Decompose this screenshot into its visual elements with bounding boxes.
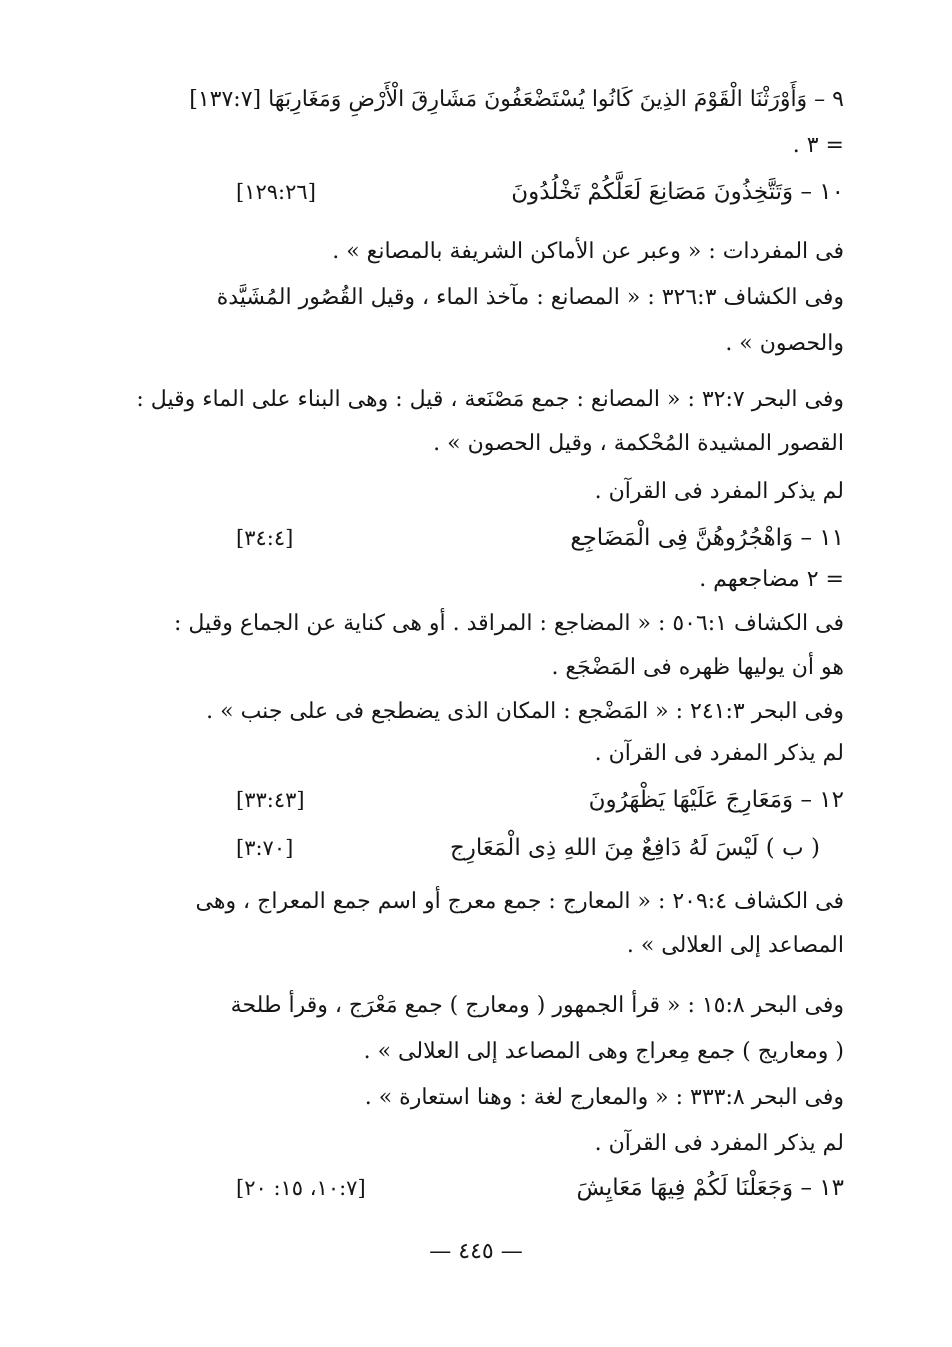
- commentary-line: [118, 732, 844, 776]
- bahr-note-cont: ( ومعاريج ) جمع مِعراج وهى المصاعد إلى العلالى » .: [363, 1039, 844, 1064]
- verse-12b-text: ( ب ) لَيْسَ لَهُ دَافِعٌ مِنَ اللهِ ذِى الْمَعَارِج: [449, 835, 820, 861]
- commentary-line: [118, 230, 844, 274]
- commentary-line: [118, 924, 844, 968]
- verse-11-line: [118, 516, 844, 560]
- verse-11-text: ١١ – وَاهْجُرُوهُنَّ فِى الْمَضَاجِع: [570, 525, 844, 551]
- kashshaf-note-cont: المصاعد إلى العلالى » .: [626, 933, 844, 958]
- singular-note: لم يذكر المفرد فى القرآن .: [594, 1131, 844, 1156]
- verse-10-line: [118, 170, 844, 214]
- verse-12b-line: [118, 826, 820, 870]
- commentary-line: [118, 984, 844, 1028]
- kashshaf-note: وفى الكشاف ٣٢٦:٣ : « المصانع : مآخذ الماء ، وقيل القُصُور المُشَيَّدة: [216, 285, 844, 310]
- commentary-line: [118, 602, 844, 646]
- commentary-line: [118, 880, 844, 924]
- verse-13-text: ١٣ – وَجَعَلْنَا لَكُمْ فِيهَا مَعَايِشَ: [576, 1175, 844, 1201]
- commentary-line: [118, 322, 844, 366]
- commentary-line: [118, 276, 844, 320]
- kashshaf-note-cont: هو أن يوليها ظهره فى المَضْجَع .: [551, 655, 844, 680]
- verse-11-count-line: [118, 558, 844, 602]
- verse-13-line: [118, 1166, 844, 1210]
- verse-12-line: [118, 778, 844, 822]
- bahr-note: وفى البحر ٣٢:٧ : « المصانع : جمع مَصْنَعة ، قيل : وهى البناء على الماء وقيل :: [136, 387, 844, 412]
- occurrence-count: = ٢ مضاجعهم .: [699, 567, 844, 592]
- verse-12b-ref: [٣:٧٠]: [236, 836, 294, 860]
- verse-10-text: ١٠ – وَتَتَّخِذُونَ مَصَانِعَ لَعَلَّكُمْ تَخْلُدُونَ: [511, 179, 844, 205]
- commentary-line: [118, 1122, 844, 1166]
- occurrence-count: = ٣ .: [792, 133, 844, 158]
- verse-9-text: ٩ – وَأَوْرَثْنَا الْقَوْمَ الذِينَ كَانُوا يُسْتَضْعَفُونَ مَشَارِقَ الْأَرْضِ وَمَغَارِبَهَا [١٣٧:٧]: [189, 87, 844, 112]
- verse-12-text: ١٢ – وَمَعَارِجَ عَلَيْهَا يَظْهَرُونَ: [588, 787, 844, 813]
- commentary-line: [118, 470, 844, 514]
- kashshaf-note: فى الكشاف ٢٠٩:٤ : « المعارج : جمع معرج أو اسم جمع المعراج ، وهى: [195, 889, 844, 914]
- verse-12-ref: [٣٣:٤٣]: [236, 788, 305, 812]
- commentary-line: [118, 690, 844, 734]
- verse-11-ref: [٣٤:٤]: [236, 526, 294, 550]
- verse-13-ref: [١٠:٧، ١٥: ٢٠]: [236, 1176, 366, 1200]
- mufradat-note: فى المفردات : « وعبر عن الأماكن الشريفة بالمصانع » .: [332, 239, 844, 264]
- commentary-line: [118, 422, 844, 466]
- verse-10-ref: [١٢٩:٢٦]: [236, 180, 316, 204]
- page-number: — ٤٤٥ —: [429, 1239, 523, 1264]
- commentary-line: [118, 1030, 844, 1074]
- bahr-note-2: وفى البحر ٣٣٣:٨ : « والمعارج لغة : وهنا استعارة » .: [364, 1085, 844, 1110]
- bahr-note-cont: القصور المشيدة المُحْكمة ، وقيل الحصون » .: [433, 431, 844, 456]
- verse-9-line: [114, 78, 844, 122]
- singular-note: لم يذكر المفرد فى القرآن .: [594, 741, 844, 766]
- commentary-line: [118, 1076, 844, 1120]
- bahr-note: وفى البحر ٢٤١:٣ : « المَضْجع : المكان الذى يضطجع فى على جنب » .: [206, 699, 844, 724]
- bahr-note: وفى البحر ١٥:٨ : « قرأ الجمهور ( ومعارج ) جمع مَعْرَج ، وقرأ طلحة: [230, 993, 844, 1018]
- kashshaf-note: فى الكشاف ٥٠٦:١ : « المضاجع : المراقد . أو هى كناية عن الجماع وقيل :: [173, 611, 844, 636]
- commentary-line: [118, 646, 844, 690]
- commentary-line: [118, 378, 844, 422]
- singular-note: لم يذكر المفرد فى القرآن .: [594, 479, 844, 504]
- verse-9-count-line: [118, 124, 844, 168]
- kashshaf-note-cont: والحصون » .: [725, 331, 844, 356]
